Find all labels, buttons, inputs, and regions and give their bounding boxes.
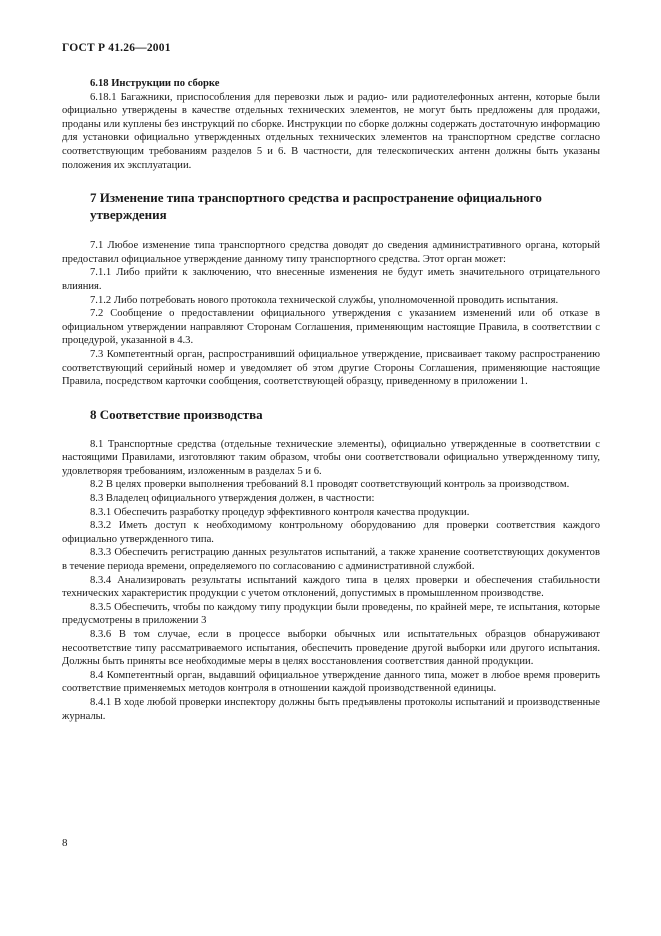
paragraph: 8.3.4 Анализировать результаты испытаний каждого типа в целях проверки и обеспечения стабильности технических характеристик продукции с учетом отклонений, допустимых в промышленном производстве. — [62, 574, 600, 600]
subsection-6-18 — [62, 77, 600, 172]
page-content — [62, 77, 600, 723]
paragraph: 8.4 Компетентный орган, выдавший официальное утверждение данного типа, может в любое время проверить соответствие применяемых методов контроля в отношении каждой производственной единицы. — [62, 669, 600, 695]
document-code-header: ГОСТ Р 41.26—2001 — [62, 42, 171, 54]
paragraph: 8.3 Владелец официального утверждения должен, в частности: — [90, 493, 375, 505]
paragraph: 8.4.1 В ходе любой проверки инспектору должны быть предъявлены протоколы испытаний и производственные журналы. — [62, 696, 600, 722]
paragraph: 6.18.1 Багажники, приспособления для перевозки лыж и радио- или радиотелефонных антенн, которые были официально утверждены в качестве отдельных технических элементов, не могут быть предложены для продажи, проданы или куплены без инструкций по сборке. Инструкции по сборке должны содержать достаточную информацию для установки официально утвержденных отдельных технических элементов на транспортном средстве согласно соответствующим требованиям разделов 5 и 6. В частности, для телескопических антенн должны быть указаны положения их эксплуатации. — [62, 91, 600, 171]
section-8 — [62, 406, 600, 723]
section-heading: 8 Соответствие производства — [90, 406, 263, 422]
paragraph: 8.2 В целях проверки выполнения требований 8.1 проводят соответствующий контроль за производством. — [90, 479, 570, 491]
section-heading: 7 Изменение типа транспортного средства и распространение официального утверждения — [90, 190, 542, 223]
paragraph: 8.3.3 Обеспечить регистрацию данных результатов испытаний, а также хранение соответствующих документов в течение периода времени, определяемого по согласованию с административной службой. — [62, 547, 600, 573]
paragraph: 8.1 Транспортные средства (отдельные технические элементы), официально утвержденные в соответствии с настоящими Правилами, изготовляют таким образом, чтобы они соответствовали официально утвержденному типу, удовлетворяя требованиям, изложенным в разделах 5 и 6. — [62, 438, 600, 477]
paragraph: 8.3.5 Обеспечить, чтобы по каждому типу продукции были проведены, по крайней мере, те испытания, которые предусмотрены в приложении 3 — [62, 601, 600, 627]
page-number: 8 — [62, 837, 68, 849]
paragraph: 8.3.2 Иметь доступ к необходимому контрольному оборудованию для проверки соответствия каждого официально утвержденного типа. — [62, 520, 600, 545]
paragraph: 7.2 Сообщение о предоставлении официального утверждения с указанием изменений или об отказе в официальном утверждении направляют Сторонам Соглашения, применяющим настоящие Правила, в соответствии с процедурой, указанной в 4.3. — [62, 308, 600, 347]
paragraph: 7.1.1 Либо прийти к заключению, что внесенные изменения не будут иметь значительного отрицательного влияния. — [62, 267, 600, 292]
paragraph: 7.3 Компетентный орган, распространивший официальное утверждение, присваивает такому распространению соответствующий серийный номер и уведомляет об этом другие Стороны Соглашения, применяющие настоящие Правила, посредством карточки сообщения, соответствующей образцу, приведенному в приложении 1. — [62, 348, 600, 388]
paragraph: 8.3.6 В том случае, если в процессе выборки обычных или испытательных образцов обнаруживают несоответствие типу рассматриваемого испытания, обеспечить проведение другой выборки или другого испытания. Должны быть приняты все необходимые меры в целях восстановления соответствия данной продукции. — [62, 629, 600, 668]
paragraph: 8.3.1 Обеспечить разработку процедур эффективного контроля качества продукции. — [90, 506, 470, 518]
paragraph: 7.1 Любое изменение типа транспортного средства доводят до сведения административного органа, который предоставил официальное утверждение данному типу транспортного средства. Этот орган может: — [62, 240, 600, 265]
subsection-title: 6.18 Инструкции по сборке — [90, 78, 220, 89]
paragraph: 7.1.2 Либо потребовать нового протокола технической службы, уполномоченной проводить испытания. — [90, 294, 559, 306]
section-7 — [62, 189, 600, 389]
